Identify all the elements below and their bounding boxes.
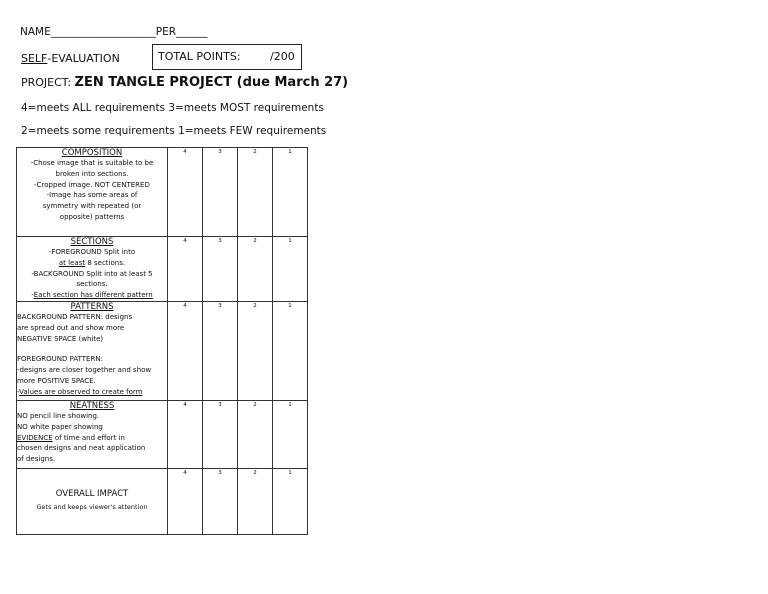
score-cell-4[interactable]: 4 [168, 302, 203, 401]
name-period-line: NAME____________________PER______ [20, 26, 208, 38]
score-cell-2[interactable]: 2 [238, 469, 273, 535]
rubric-table [16, 147, 308, 535]
criterion-title: NEATNESS [69, 401, 115, 411]
criterion-title: PATTERNS [70, 302, 114, 312]
score-cell-1[interactable]: 1 [273, 302, 308, 401]
criterion-line: NO white paper showing [17, 422, 103, 431]
criterion-patterns [17, 302, 168, 401]
criterion-title: SECTIONS [70, 237, 114, 247]
criterion-line: -designs are closer together and show [17, 366, 152, 375]
rubric-row-composition [17, 148, 308, 237]
criterion-line: of designs. [17, 455, 56, 464]
criterion-line: opposite) patterns [59, 212, 125, 221]
criterion-text: 8 sections. [85, 258, 126, 267]
criterion-line: -Chose image that is suitable to be [30, 159, 154, 167]
score-cell-3[interactable]: 3 [203, 401, 238, 469]
project-label: PROJECT: [21, 76, 75, 89]
score-cell-2[interactable]: 2 [238, 302, 273, 401]
criterion-text: - [17, 387, 20, 396]
rubric-row-patterns [17, 302, 308, 401]
score-cell-1[interactable]: 1 [273, 469, 308, 535]
score-cell-4[interactable]: 4 [168, 401, 203, 469]
score-cell-4[interactable]: 4 [168, 469, 203, 535]
criterion-overall-impact [17, 469, 168, 535]
rubric-row-neatness [17, 401, 308, 469]
score-cell-4[interactable]: 4 [168, 237, 203, 302]
self-evaluation-label [21, 52, 120, 65]
each-section-text: Each section has different pattern [33, 291, 153, 300]
criterion-line: NO pencil line showing. [17, 412, 100, 420]
criterion-line: broken into sections. [55, 169, 129, 178]
project-line [21, 75, 348, 90]
criterion-line: chosen designs and neat application [17, 444, 146, 453]
score-cell-4[interactable]: 4 [168, 148, 203, 237]
rubric-row-sections [17, 237, 308, 302]
evaluation-word: -EVALUATION [47, 52, 120, 65]
criterion-line [17, 258, 167, 269]
score-legend-line-1: 4=meets ALL requirements 3=meets MOST requirements [21, 102, 324, 114]
criterion-line: symmetry with repeated (or [42, 202, 142, 211]
criterion-line [17, 433, 167, 444]
criterion-line: NEGATIVE SPACE (white) [17, 334, 104, 343]
criterion-line: sections. [76, 280, 108, 289]
criterion-line: Gets and keeps viewer's attention [36, 502, 148, 511]
project-title: ZEN TANGLE PROJECT (due March 27) [74, 75, 349, 90]
score-cell-3[interactable]: 3 [203, 302, 238, 401]
criterion-line: more POSITIVE SPACE. [17, 376, 96, 385]
total-points-denominator: /200 [270, 50, 295, 63]
score-cell-1[interactable]: 1 [273, 148, 308, 237]
score-cell-3[interactable]: 3 [203, 237, 238, 302]
total-points-box [152, 44, 302, 70]
score-cell-1[interactable]: 1 [273, 237, 308, 302]
criterion-line [17, 290, 167, 301]
criterion-title: COMPOSITION [61, 148, 123, 158]
values-text: Values are observed to create form [19, 387, 143, 396]
score-legend-line-2: 2=meets some requirements 1=meets FEW requirements [21, 125, 327, 137]
criterion-line: -BACKGROUND Split into at least 5 [31, 269, 153, 278]
criterion-text: of time and effort in [52, 433, 125, 442]
criterion-line [17, 387, 167, 398]
evidence-text: EVIDENCE [17, 433, 53, 442]
spacer [17, 344, 167, 354]
criterion-line: FOREGROUND PATTERN: [17, 355, 103, 364]
criterion-line: -FOREGROUND Split into [48, 248, 136, 256]
criterion-title: OVERALL IMPACT [55, 489, 129, 499]
score-cell-2[interactable]: 2 [238, 237, 273, 302]
score-cell-1[interactable]: 1 [273, 401, 308, 469]
criterion-line: are spread out and show more [17, 323, 125, 332]
criterion-line: -Cropped image. NOT CENTERED [34, 180, 150, 189]
criterion-neatness [17, 401, 168, 469]
criterion-sections [17, 237, 168, 302]
total-points-label: TOTAL POINTS: [158, 50, 241, 63]
at-least-text: at least [58, 258, 86, 267]
self-word: SELF [21, 52, 48, 65]
criterion-text: - [31, 291, 34, 300]
criterion-line: BACKGROUND PATTERN: designs [17, 313, 133, 321]
score-cell-2[interactable]: 2 [238, 148, 273, 237]
score-cell-2[interactable]: 2 [238, 401, 273, 469]
criterion-composition [17, 148, 168, 237]
rubric-row-overall-impact [17, 469, 308, 535]
score-cell-3[interactable]: 3 [203, 148, 238, 237]
score-cell-3[interactable]: 3 [203, 469, 238, 535]
criterion-line: -Image has some areas of [46, 191, 138, 200]
